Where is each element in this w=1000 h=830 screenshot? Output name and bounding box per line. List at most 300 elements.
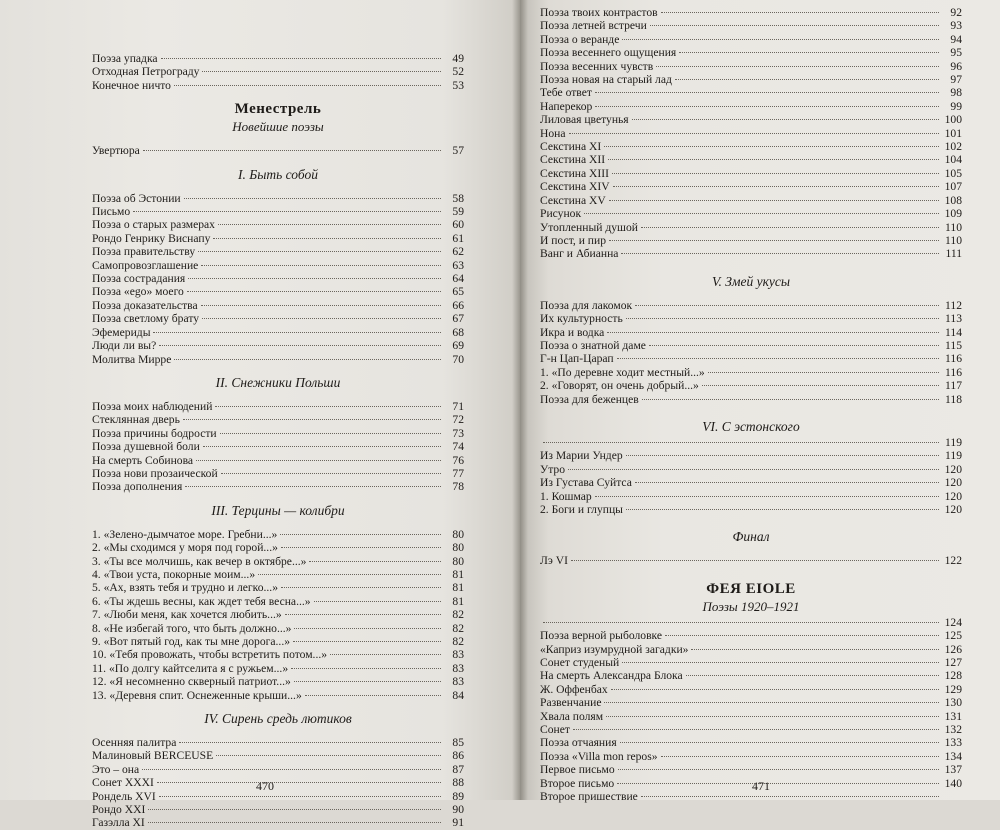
- toc-entry-title: Сонет: [540, 723, 570, 737]
- toc-entry-page: 76: [452, 453, 464, 467]
- toc-entry: [540, 463, 962, 476]
- right-top-entries: [540, 6, 962, 261]
- dot-leader: [679, 52, 939, 53]
- right-page-number: 471: [752, 779, 770, 793]
- dot-leader: [543, 442, 939, 443]
- section-1-entries: [92, 192, 464, 366]
- menestrel-subheading: Новейшие поэзы: [232, 119, 324, 135]
- dot-leader: [157, 782, 441, 783]
- toc-entry: [540, 436, 962, 449]
- feya-entries: [540, 616, 962, 804]
- toc-entry-page: 114: [945, 325, 962, 339]
- toc-entry-title: Это – она: [92, 762, 140, 776]
- toc-entry: [92, 568, 464, 581]
- toc-entry: [92, 339, 464, 352]
- toc-entry: [92, 608, 464, 621]
- dot-leader: [617, 358, 939, 359]
- toc-entry-title: И пост, и пир: [540, 233, 607, 247]
- dot-leader: [626, 455, 939, 456]
- toc-entry-title: Осенняя палитра: [92, 736, 177, 750]
- toc-entry: [540, 180, 962, 193]
- toc-entry-page: 93: [950, 19, 962, 33]
- dot-leader: [632, 119, 939, 120]
- dot-leader: [607, 332, 939, 333]
- toc-entry-page: 61: [452, 231, 464, 245]
- toc-entry: [92, 736, 464, 749]
- toc-entry-title: Сонет студеный: [540, 656, 620, 670]
- dot-leader: [650, 25, 939, 26]
- toc-entry-title: Поэза доказательства: [92, 298, 198, 312]
- dot-leader: [221, 473, 441, 474]
- toc-entry-title: Малиновый BERCEUSE: [92, 749, 214, 763]
- toc-entry: [92, 675, 464, 688]
- toc-entry-title: Лэ VI: [540, 554, 568, 568]
- final-entries: [540, 554, 962, 567]
- dot-leader: [220, 433, 441, 434]
- toc-entry-title: Поэза сострадания: [92, 272, 186, 286]
- toc-entry-title: 3. «Ты все молчишь, как вечер в октябре...»: [92, 554, 307, 568]
- toc-entry-page: 96: [950, 59, 962, 73]
- toc-entry-page: 128: [944, 669, 962, 683]
- toc-entry: [540, 46, 962, 59]
- toc-entry-page: 85: [452, 736, 464, 750]
- toc-entry-page: 72: [452, 413, 464, 427]
- toc-entry-page: 84: [452, 688, 464, 702]
- toc-entry: [92, 440, 464, 453]
- toc-entry: [92, 648, 464, 661]
- toc-entry-title: 5. «Ах, взять тебя и трудно и легко...»: [92, 581, 278, 595]
- feya-subheading: Поэзы 1920–1921: [702, 598, 800, 614]
- toc-entry: [92, 662, 464, 675]
- toc-entry-title: Хвала полям: [540, 709, 604, 723]
- toc-entry: [92, 232, 464, 245]
- toc-entry: [92, 299, 464, 312]
- toc-entry-uvertura: Увертюра 57: [92, 144, 464, 158]
- section-title-final: Финал: [732, 529, 770, 545]
- dot-leader: [613, 186, 939, 187]
- toc-entry-page: 89: [452, 789, 464, 803]
- toc-entry: [92, 400, 464, 413]
- toc-entry-page: 73: [452, 426, 464, 440]
- toc-entry-title: Г-н Цап-Царап: [540, 352, 614, 366]
- toc-entry-page: 104: [944, 153, 962, 167]
- toc-entry: [540, 86, 962, 99]
- toc-entry-page: 133: [944, 736, 962, 750]
- toc-entry-page: 99: [950, 99, 962, 113]
- toc-entry-title: Молитва Мирре: [92, 352, 172, 366]
- toc-entry: [540, 393, 962, 406]
- toc-entry-title: Поэза дополнения: [92, 480, 183, 494]
- toc-entry-title: Секстина XI: [540, 140, 602, 154]
- dot-leader: [309, 561, 441, 562]
- dot-leader: [641, 796, 939, 797]
- toc-entry-title: Поэза нови прозаической: [92, 466, 218, 480]
- toc-entry: [92, 689, 464, 702]
- toc-entry-title: Газэлла XI: [92, 816, 145, 830]
- toc-entry-page: 81: [452, 567, 464, 581]
- toc-entry: [540, 167, 962, 180]
- dot-leader: [161, 58, 441, 59]
- dot-leader: [604, 146, 939, 147]
- toc-entry-page: 70: [452, 352, 464, 366]
- toc-entry-page: 120: [944, 503, 962, 516]
- toc-entry: [92, 192, 464, 205]
- toc-entry: [92, 312, 464, 325]
- dot-leader: [202, 318, 441, 319]
- toc-entry-title: Поэза «Villa mon repos»: [540, 749, 658, 763]
- toc-entry: [540, 339, 962, 352]
- toc-entry-page: 132: [944, 723, 962, 737]
- toc-entry: [540, 629, 962, 642]
- toc-entry-title: 10. «Тебя провожать, чтобы встретить потом...»: [92, 648, 328, 662]
- dot-leader: [622, 39, 939, 40]
- toc-entry: [92, 635, 464, 648]
- toc-entry-title: Рисунок: [540, 207, 582, 221]
- toc-entry-page: 82: [452, 608, 464, 622]
- toc-entry-page: 125: [944, 629, 962, 643]
- toc-entry-title: Ванг и Абианна: [540, 247, 619, 261]
- left-page-number: 470: [256, 779, 274, 793]
- section-title-6: VI. С эстонского: [702, 418, 800, 434]
- toc-entry-page: 115: [945, 338, 962, 352]
- toc-entry-title: 2. Боги и глупцы: [540, 503, 623, 516]
- toc-entry: [540, 503, 962, 516]
- toc-entry: [540, 221, 962, 234]
- toc-entry: [92, 749, 464, 762]
- toc-entry-title: Отходная Петрограду: [92, 65, 200, 79]
- toc-entry-title: Поэза для беженцев: [540, 392, 639, 406]
- toc-entry-page: 83: [452, 675, 464, 689]
- toc-entry: [540, 194, 962, 207]
- toc-entry-title: Наперекор: [540, 99, 593, 113]
- toc-entry-page: 82: [452, 635, 464, 648]
- dot-leader: [280, 534, 441, 535]
- toc-entry-title: «Каприз изумрудной загадки»: [540, 642, 689, 656]
- section-2-entries: [92, 400, 464, 494]
- toc-entry-title: Поэза моих наблюдений: [92, 399, 213, 413]
- toc-entry-title: Секстина XII: [540, 153, 606, 167]
- dot-leader: [642, 399, 939, 400]
- section-title-3: III. Терцины — колибри: [211, 502, 345, 518]
- dot-leader: [203, 446, 441, 447]
- toc-entry-title: 12. «Я несомненно скверный патриот...»: [92, 675, 291, 689]
- toc-entry-title: 1. «По деревне ходит местный...»: [540, 365, 705, 379]
- toc-entry-page: 58: [452, 191, 464, 205]
- dot-leader: [201, 265, 441, 266]
- toc-entry: [540, 696, 962, 709]
- toc-entry-page: 127: [944, 656, 962, 670]
- toc-entry-title: Поэза весенних чувств: [540, 59, 654, 73]
- toc-entry-title: Письмо: [92, 205, 131, 219]
- toc-entry: [92, 272, 464, 285]
- toc-entry-page: 49: [452, 52, 464, 65]
- toc-entry-title: Их культурность: [540, 312, 623, 326]
- book-gutter: [512, 0, 528, 800]
- toc-entry-title: Второе письмо: [540, 776, 615, 790]
- toc-entry-page: 102: [944, 140, 962, 154]
- dot-leader: [285, 614, 441, 615]
- dot-leader: [215, 406, 441, 407]
- toc-entry: [540, 736, 962, 749]
- dot-leader: [159, 345, 441, 346]
- toc-entry: [540, 656, 962, 669]
- dot-leader: [622, 662, 939, 663]
- toc-entry-title: Поэза упадка: [92, 52, 158, 65]
- section-5-entries: [540, 299, 962, 406]
- section-title-2: II. Снежники Польши: [215, 374, 341, 390]
- toc-entry-title: Ж. Оффенбах: [540, 682, 608, 696]
- toc-entry-title: Поэза летней встречи: [540, 19, 647, 33]
- toc-entry-title: Лиловая цветунья: [540, 113, 629, 127]
- toc-entry-title: Люди ли вы?: [92, 339, 157, 353]
- toc-entry-page: 110: [945, 233, 962, 247]
- toc-entry: [540, 299, 962, 312]
- section-title-5: V. Змей укусы: [711, 273, 791, 289]
- dot-leader: [183, 419, 441, 420]
- toc-entry-page: 98: [950, 86, 962, 100]
- toc-entry: [540, 60, 962, 73]
- toc-entry-page: 80: [452, 554, 464, 568]
- toc-entry-page: 64: [452, 272, 464, 286]
- dot-leader: [142, 769, 441, 770]
- toc-entry: [540, 379, 962, 392]
- toc-entry-page: 119: [945, 435, 962, 449]
- toc-entry: [92, 803, 464, 816]
- right-page: [520, 0, 1000, 804]
- toc-entry: [92, 326, 464, 339]
- toc-entry-page: 137: [944, 763, 962, 777]
- toc-entry: [92, 528, 464, 541]
- toc-entry-page: 97: [950, 73, 962, 87]
- toc-entry-title: Секстина XIII: [540, 166, 609, 180]
- toc-entry-page: 109: [944, 207, 962, 221]
- dot-leader: [675, 79, 939, 80]
- toc-entry-page: 110: [945, 220, 962, 234]
- dot-leader: [702, 385, 939, 386]
- toc-entry-page: 134: [944, 749, 962, 763]
- dot-leader: [291, 668, 441, 669]
- toc-entry-title: Эфемериды: [92, 325, 151, 339]
- toc-entry-title: 2. «Мы сходимся у моря под горой...»: [92, 541, 278, 555]
- toc-entry-page: 67: [452, 312, 464, 326]
- toc-entry-title: Поэза «ego» моего: [92, 285, 184, 299]
- toc-entry: [540, 19, 962, 32]
- toc-entry-page: 126: [944, 642, 962, 656]
- toc-entry: [92, 205, 464, 218]
- dot-leader: [620, 742, 939, 743]
- toc-entry-title: Утро: [540, 462, 566, 476]
- dot-leader: [187, 291, 441, 292]
- toc-entry-title: Секстина XV: [540, 193, 606, 207]
- toc-entry: [92, 353, 464, 366]
- dot-leader: [213, 238, 441, 239]
- toc-entry-title: На смерть Александра Блока: [540, 669, 683, 683]
- menestrel-heading: Менестрель: [234, 101, 322, 118]
- toc-entry: [540, 153, 962, 166]
- toc-entry-title: 13. «Деревня спит. Оснеженные крыши...»: [92, 688, 302, 702]
- toc-entry-page: 62: [452, 245, 464, 259]
- dot-leader: [174, 359, 441, 360]
- toc-entry-title: 8. «Не избегай того, что быть должно...»: [92, 621, 292, 635]
- dot-leader: [330, 654, 441, 655]
- toc-entry: [92, 816, 464, 829]
- toc-entry: [92, 259, 464, 272]
- right-contents-column: [540, 6, 962, 804]
- toc-entry: [92, 285, 464, 298]
- dot-leader: [584, 213, 939, 214]
- toc-entry-title: Поэза о веранде: [540, 32, 620, 46]
- toc-entry-page: 81: [452, 594, 464, 608]
- dot-leader: [691, 649, 939, 650]
- toc-entry: [540, 554, 962, 567]
- toc-entry-title: Рондель XVI: [92, 789, 156, 803]
- toc-entry-title: Из Марии Ундер: [540, 449, 623, 463]
- toc-entry: [540, 6, 962, 19]
- toc-entry-page: 52: [452, 65, 464, 79]
- toc-entry: [540, 207, 962, 220]
- toc-entry: [540, 73, 962, 86]
- dot-leader: [595, 106, 939, 107]
- toc-entry-title: 7. «Люби меня, как хочется любить...»: [92, 608, 282, 622]
- toc-entry: [92, 218, 464, 231]
- toc-entry-page: 120: [944, 462, 962, 476]
- toc-entry-title: Поэза новая на старый лад: [540, 73, 672, 87]
- dot-leader: [626, 318, 939, 319]
- dot-leader: [218, 224, 441, 225]
- toc-entry: [92, 595, 464, 608]
- toc-entry-title: Нона: [540, 126, 566, 140]
- toc-entry-page: 100: [944, 113, 962, 127]
- toc-entry-page: 116: [945, 365, 962, 379]
- dot-leader: [569, 133, 939, 134]
- dot-leader: [618, 769, 939, 770]
- dot-leader: [133, 211, 441, 212]
- toc-entry-page: 83: [452, 648, 464, 662]
- toc-entry-title: Поэза отчаяния: [540, 736, 617, 750]
- toc-entry: [540, 113, 962, 126]
- dot-leader: [543, 622, 939, 623]
- dot-leader: [626, 509, 939, 510]
- dot-leader: [216, 755, 441, 756]
- toc-entry: [540, 312, 962, 325]
- toc-entry-page: 68: [452, 325, 464, 339]
- toc-entry: [92, 622, 464, 635]
- dot-leader: [612, 173, 939, 174]
- toc-entry-title: Икра и водка: [540, 325, 605, 339]
- dot-leader: [649, 345, 939, 346]
- dot-leader: [179, 742, 441, 743]
- dot-leader: [609, 240, 939, 241]
- dot-leader: [314, 601, 441, 602]
- toc-entry-title: 1. «Зелено-дымчатое море. Гребни...»: [92, 527, 278, 541]
- toc-entry: [92, 413, 464, 426]
- toc-entry-page: 74: [452, 440, 464, 454]
- dot-leader: [148, 809, 441, 810]
- toc-entry-title: Утопленный душой: [540, 220, 638, 234]
- toc-entry-title: Поэза весеннего ощущения: [540, 46, 677, 60]
- toc-entry-title: Поэза об Эстонии: [92, 191, 181, 205]
- toc-entry-page: 80: [452, 527, 464, 541]
- dot-leader: [609, 200, 939, 201]
- toc-entry-page: 112: [945, 298, 962, 312]
- section-6-entries: [540, 436, 962, 516]
- toc-entry-page: 82: [452, 621, 464, 635]
- toc-entry: [92, 52, 464, 65]
- toc-entry: [92, 79, 464, 92]
- toc-entry-page: 91: [452, 816, 464, 830]
- toc-entry: [92, 65, 464, 78]
- toc-entry-page: 131: [944, 709, 962, 723]
- toc-entry-page: 60: [452, 218, 464, 232]
- toc-entry: [92, 467, 464, 480]
- toc-entry: [540, 750, 962, 763]
- toc-entry-title: Поэза светлому брату: [92, 312, 200, 326]
- dot-leader: [665, 635, 939, 636]
- toc-entry-title: Поэза о знатной даме: [540, 338, 646, 352]
- toc-entry: [540, 777, 962, 790]
- toc-entry-title: Поэза о старых размерах: [92, 218, 215, 232]
- dot-leader: [573, 729, 939, 730]
- toc-entry-page: 120: [944, 476, 962, 490]
- toc-entry: [540, 490, 962, 503]
- toc-entry-title: Поэза причины бодрости: [92, 426, 217, 440]
- toc-entry: [92, 790, 464, 803]
- toc-entry-page: 80: [452, 541, 464, 555]
- toc-entry-page: 63: [452, 258, 464, 272]
- toc-entry-page: 66: [452, 298, 464, 312]
- dot-leader: [656, 66, 939, 67]
- dot-leader: [174, 85, 441, 86]
- toc-entry-page: 113: [945, 312, 962, 326]
- toc-entry-title: 1. Кошмар: [540, 489, 592, 503]
- toc-entry-page: 140: [944, 776, 962, 790]
- toc-entry: [540, 476, 962, 489]
- toc-entry-title: Поэза верной рыболовке: [540, 629, 663, 643]
- toc-entry-title: 6. «Ты ждешь весны, как ждет тебя весна...»: [92, 594, 311, 608]
- toc-entry-title: 4. «Твои уста, покорные моим...»: [92, 567, 256, 581]
- dot-leader: [184, 198, 441, 199]
- dot-leader: [305, 695, 441, 696]
- toc-entry-page: 122: [944, 554, 962, 568]
- toc-entry-page: 105: [944, 166, 962, 180]
- toc-entry-title: Секстина XIV: [540, 180, 610, 194]
- toc-entry-page: 83: [452, 661, 464, 675]
- toc-entry: [540, 763, 962, 776]
- toc-entry-page: 87: [452, 762, 464, 776]
- toc-entry-page: 69: [452, 339, 464, 353]
- toc-entry: [92, 427, 464, 440]
- toc-entry-page: 95: [950, 46, 962, 60]
- dot-leader: [608, 159, 939, 160]
- dot-leader: [188, 278, 441, 279]
- toc-entry-page: 92: [950, 6, 962, 19]
- dot-leader: [153, 332, 441, 333]
- toc-entry-title: Из Густава Суйтса: [540, 476, 632, 490]
- dot-leader: [595, 496, 939, 497]
- toc-entry: [92, 581, 464, 594]
- section-title-4: IV. Сирень средь лютиков: [204, 711, 352, 727]
- toc-entry: [92, 541, 464, 554]
- toc-entry-page: 119: [945, 449, 962, 463]
- toc-entry-page: 129: [944, 682, 962, 696]
- toc-entry: [540, 33, 962, 46]
- section-title-1: I. Быть собой: [238, 166, 318, 182]
- toc-entry-title: Поэза правительству: [92, 245, 196, 259]
- toc-entry-page: 107: [944, 180, 962, 194]
- toc-entry-title: Самопровозглашение: [92, 258, 199, 272]
- feya-heading: ФЕЯ EIOLE: [706, 580, 796, 597]
- toc-entry: [540, 616, 962, 629]
